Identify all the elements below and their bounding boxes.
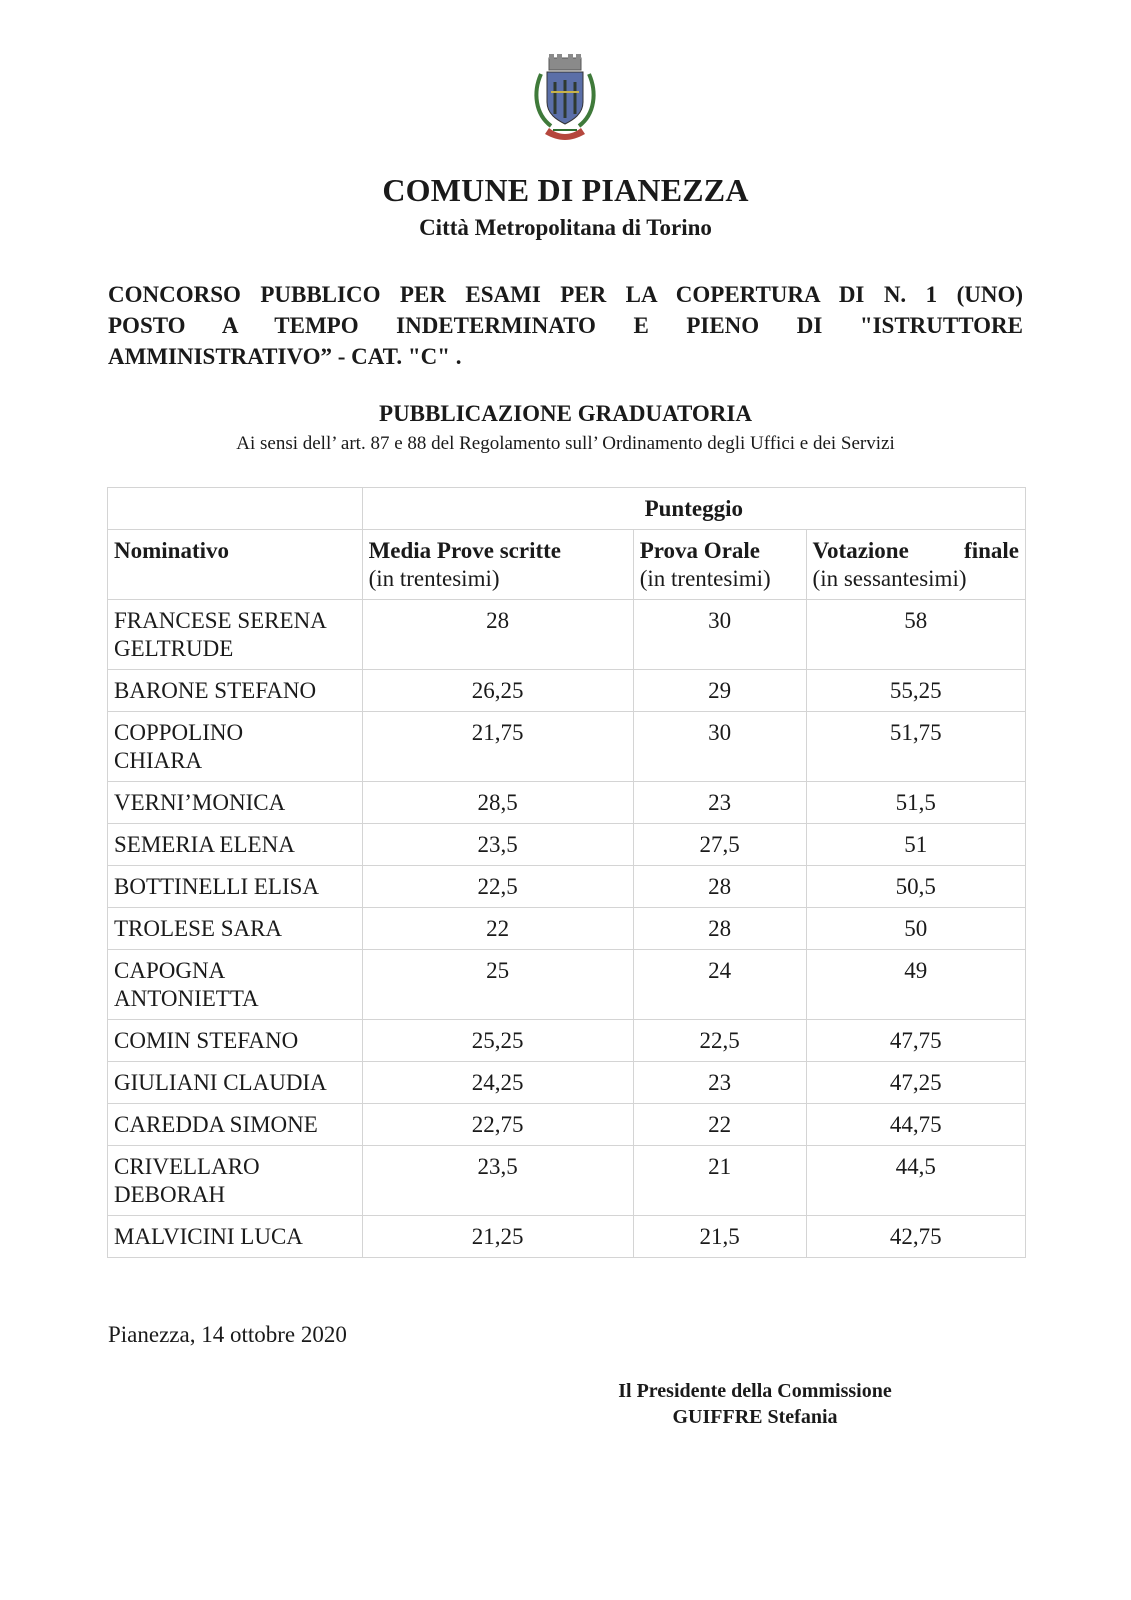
name-line: COMIN STEFANO (114, 1028, 299, 1053)
cell-prove-scritte: 23,5 (362, 824, 633, 866)
ente-title: COMUNE DI PIANEZZA (382, 172, 749, 208)
name-line: CRIVELLARO (114, 1154, 260, 1179)
column-header-line (813, 537, 1019, 565)
name-line: TROLESE SARA (114, 916, 283, 941)
table-row (108, 950, 1026, 1020)
cell-votazione-finale: 42,75 (806, 1216, 1025, 1258)
column-header-votazione-finale (806, 530, 1025, 600)
cell-prova-orale: 21 (633, 1146, 806, 1216)
name-line: COPPOLINO (114, 720, 244, 745)
table-row (108, 1104, 1026, 1146)
name-line: VERNI’MONICA (114, 790, 286, 815)
cell-prove-scritte: 28,5 (362, 782, 633, 824)
cell-prova-orale: 21,5 (633, 1216, 806, 1258)
empty-header-cell (108, 488, 363, 530)
name-line: ANTONIETTA (114, 986, 259, 1011)
cell-prova-orale: 28 (633, 908, 806, 950)
cell-votazione-finale: 51,75 (806, 712, 1025, 782)
cell-votazione-finale: 58 (806, 600, 1025, 670)
cell-nominativo (108, 866, 363, 908)
cell-prova-orale: 30 (633, 600, 806, 670)
table-row (108, 1020, 1026, 1062)
cell-prove-scritte: 25 (362, 950, 633, 1020)
column-header-unit: (in trentesimi) (368, 566, 500, 591)
column-header-line: Media Prove scritte (368, 538, 562, 563)
cell-nominativo (108, 908, 363, 950)
cell-prova-orale: 28 (633, 866, 806, 908)
column-header-unit: (in sessantesimi) (812, 566, 967, 591)
ente-subtitle: Città Metropolitana di Torino (419, 215, 712, 240)
name-line: FRANCESE SERENA (114, 608, 327, 633)
cell-prove-scritte: 21,25 (362, 1216, 633, 1258)
place-date: Pianezza, 14 ottobre 2020 (108, 1322, 347, 1347)
cell-nominativo (108, 950, 363, 1020)
cell-prova-orale: 23 (633, 1062, 806, 1104)
cell-prove-scritte: 26,25 (362, 670, 633, 712)
cell-votazione-finale: 50,5 (806, 866, 1025, 908)
coat-of-arms-icon (531, 52, 599, 140)
column-header-line: Prova Orale (639, 538, 761, 563)
cell-votazione-finale: 50 (806, 908, 1025, 950)
concorso-title (108, 279, 1023, 372)
table-row (108, 824, 1026, 866)
name-line: BOTTINELLI ELISA (114, 874, 320, 899)
signatory-name: GUIFFRE Stefania (672, 1406, 838, 1428)
cell-votazione-finale: 51,5 (806, 782, 1025, 824)
cell-prove-scritte: 22,5 (362, 866, 633, 908)
cell-prove-scritte: 22,75 (362, 1104, 633, 1146)
concorso-line-3: AMMINISTRATIVO” - CAT. "C" . (108, 344, 462, 369)
cell-prova-orale: 24 (633, 950, 806, 1020)
name-line: GELTRUDE (114, 636, 234, 661)
column-header-prove-scritte (362, 530, 633, 600)
cell-nominativo (108, 670, 363, 712)
name-line: SEMERIA ELENA (114, 832, 295, 857)
cell-votazione-finale: 47,75 (806, 1020, 1025, 1062)
signatory-role: Il Presidente della Commissione (618, 1380, 892, 1402)
cell-votazione-finale: 51 (806, 824, 1025, 866)
cell-nominativo (108, 1062, 363, 1104)
column-header-nominativo: Nominativo (108, 530, 363, 600)
concorso-line-2: POSTO A TEMPO INDETERMINATO E PIENO DI "ISTRUTTORE (108, 313, 1023, 338)
cell-prove-scritte: 22 (362, 908, 633, 950)
graduatoria-table (107, 487, 1026, 1258)
table-row (108, 866, 1026, 908)
name-line: CAREDDA SIMONE (114, 1112, 318, 1137)
cell-votazione-finale: 44,5 (806, 1146, 1025, 1216)
column-header-word: finale (964, 538, 1019, 563)
table-row (108, 600, 1026, 670)
table-row (108, 908, 1026, 950)
cell-nominativo (108, 824, 363, 866)
name-line: DEBORAH (114, 1182, 226, 1207)
name-line: MALVICINI LUCA (114, 1224, 303, 1249)
cell-nominativo (108, 1216, 363, 1258)
table-row (108, 712, 1026, 782)
cell-prova-orale: 29 (633, 670, 806, 712)
name-line: CHIARA (114, 748, 203, 773)
table-row (108, 1062, 1026, 1104)
cell-prova-orale: 23 (633, 782, 806, 824)
concorso-line-1: CONCORSO PUBBLICO PER ESAMI PER LA COPERTURA DI N. 1 (UNO) (108, 282, 1023, 307)
table-row (108, 782, 1026, 824)
column-header-unit: (in trentesimi) (639, 566, 771, 591)
name-line: CAPOGNA (114, 958, 226, 983)
name-line: GIULIANI CLAUDIA (114, 1070, 327, 1095)
cell-votazione-finale: 49 (806, 950, 1025, 1020)
graduatoria-heading: PUBBLICAZIONE GRADUATORIA (379, 401, 752, 426)
table-row (108, 1216, 1026, 1258)
name-line: BARONE STEFANO (114, 678, 317, 703)
cell-prove-scritte: 28 (362, 600, 633, 670)
cell-nominativo (108, 782, 363, 824)
punteggio-group-header: Punteggio (362, 488, 1025, 530)
cell-prova-orale: 27,5 (633, 824, 806, 866)
cell-votazione-finale: 47,25 (806, 1062, 1025, 1104)
regolamento-reference: Ai sensi dell’ art. 87 e 88 del Regolamento sull’ Ordinamento degli Uffici e dei Servizi (236, 433, 895, 454)
cell-nominativo (108, 600, 363, 670)
cell-votazione-finale: 44,75 (806, 1104, 1025, 1146)
table-row (108, 1146, 1026, 1216)
cell-nominativo (108, 712, 363, 782)
cell-nominativo (108, 1104, 363, 1146)
cell-prova-orale: 22,5 (633, 1020, 806, 1062)
cell-nominativo (108, 1020, 363, 1062)
cell-prove-scritte: 24,25 (362, 1062, 633, 1104)
cell-prova-orale: 30 (633, 712, 806, 782)
cell-prove-scritte: 21,75 (362, 712, 633, 782)
column-header-prova-orale (633, 530, 806, 600)
cell-prova-orale: 22 (633, 1104, 806, 1146)
column-header-word: Votazione (812, 538, 909, 563)
cell-nominativo (108, 1146, 363, 1216)
table-row (108, 670, 1026, 712)
cell-prove-scritte: 23,5 (362, 1146, 633, 1216)
cell-prove-scritte: 25,25 (362, 1020, 633, 1062)
cell-votazione-finale: 55,25 (806, 670, 1025, 712)
